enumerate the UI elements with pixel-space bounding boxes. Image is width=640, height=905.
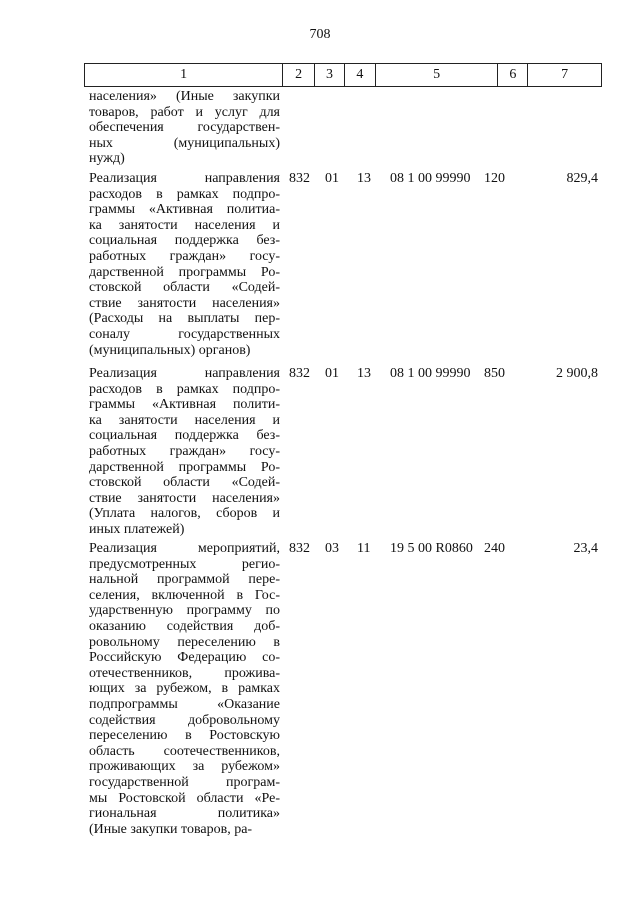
description-line: область соотечественников, (89, 743, 280, 759)
description-line: ка занятости населения и (89, 412, 280, 428)
cell-vr: 240 (484, 541, 505, 556)
description-line: отечественников, прожива- (89, 665, 280, 681)
cell-ved: 832 (289, 541, 310, 556)
cell-razdel: 01 (325, 171, 339, 186)
description-line: селения, включенной в Гос- (89, 587, 280, 603)
description-line: нальной программой пере- (89, 572, 280, 588)
description-line: ствие занятости населения» (89, 295, 280, 311)
header-col-1: 1 (85, 64, 283, 86)
description-line: Российскую Федерацию со- (89, 650, 280, 666)
cell-sum: 23,4 (573, 541, 598, 556)
description-line: работных граждан» госу- (89, 248, 280, 264)
description-line: переселению в Ростовскую (89, 728, 280, 744)
header-col-4: 4 (345, 64, 376, 86)
description-line: ударственную программу по (89, 603, 280, 619)
description-line: (муниципальных) органов) (89, 342, 251, 358)
description-line: Реализация направления (89, 171, 280, 186)
cell-sum: 2 900,8 (556, 366, 598, 381)
cell-vr: 850 (484, 366, 505, 381)
cell-vr: 120 (484, 171, 505, 186)
page-number: 708 (309, 27, 331, 42)
description-line: ровольному переселению в (89, 634, 280, 650)
cell-csr: 08 1 00 99990 (390, 366, 471, 381)
description-line: предусмотренных регио- (89, 556, 280, 572)
description-line: ка занятости населения и (89, 217, 280, 233)
cell-sum: 829,4 (566, 171, 598, 186)
header-col-6: 6 (498, 64, 528, 86)
cell-ved: 832 (289, 171, 310, 186)
description-line: обеспечения государствен- (89, 120, 280, 136)
description-line: расходов в рамках подпро- (89, 381, 280, 397)
description-line: мы Ростовской области «Ре- (89, 790, 280, 806)
description-line: ных (муниципальных) (89, 135, 280, 151)
header-col-3: 3 (315, 64, 345, 86)
header-col-7: 7 (561, 67, 569, 82)
description-line: стовской области «Содей- (89, 475, 280, 491)
description-line: дарственной программы Ро- (89, 459, 280, 475)
header-col-5: 5 (376, 64, 499, 86)
cell-razdel: 01 (325, 366, 339, 381)
description-line: Реализация мероприятий, (89, 541, 280, 556)
description-line: социальная поддержка без- (89, 428, 280, 444)
description-line: соналу государственных (89, 326, 280, 342)
description-line: стовской области «Содей- (89, 280, 280, 296)
row-description (89, 541, 280, 837)
description-line: граммы «Активная полити- (89, 397, 280, 413)
description-line: дарственной программы Ро- (89, 264, 280, 280)
header-col-2: 2 (283, 64, 315, 86)
description-line: населения» (Иные закупки (89, 89, 280, 104)
description-line: работных граждан» госу- (89, 443, 280, 459)
description-line: иных платежей) (89, 521, 185, 537)
cell-razdel: 03 (325, 541, 339, 556)
description-line: нужд) (89, 151, 125, 167)
description-line: товаров, работ и услуг для (89, 104, 280, 120)
description-line: содействия добровольному (89, 712, 280, 728)
description-line: ющих за рубежом, в рамках (89, 681, 280, 697)
cell-csr: 19 5 00 R0860 (390, 541, 473, 556)
cell-csr: 08 1 00 99990 (390, 171, 471, 186)
description-line: гиональная политика» (89, 806, 280, 822)
cell-podrazdel: 13 (357, 171, 371, 186)
cell-ved: 832 (289, 366, 310, 381)
description-line: социальная поддержка без- (89, 233, 280, 249)
table-header (84, 63, 602, 87)
description-line: (Иные закупки товаров, ра- (89, 821, 253, 837)
description-line: (Расходы на выплаты пер- (89, 311, 280, 327)
description-line: ствие занятости населения» (89, 490, 280, 506)
description-line: Реализация направления (89, 366, 280, 381)
cell-podrazdel: 11 (357, 541, 371, 556)
cell-podrazdel: 13 (357, 366, 371, 381)
description-line: проживающих за рубежом» (89, 759, 280, 775)
row-description (89, 89, 280, 167)
description-line: оказанию содействия доб- (89, 618, 280, 634)
description-line: (Уплата налогов, сборов и (89, 506, 280, 522)
description-line: подпрограммы «Оказание (89, 696, 280, 712)
description-line: граммы «Активная политиа- (89, 202, 280, 218)
row-description (89, 366, 280, 538)
row-description (89, 171, 280, 358)
description-line: государственной програм- (89, 774, 280, 790)
description-line: расходов в рамках подпро- (89, 186, 280, 202)
